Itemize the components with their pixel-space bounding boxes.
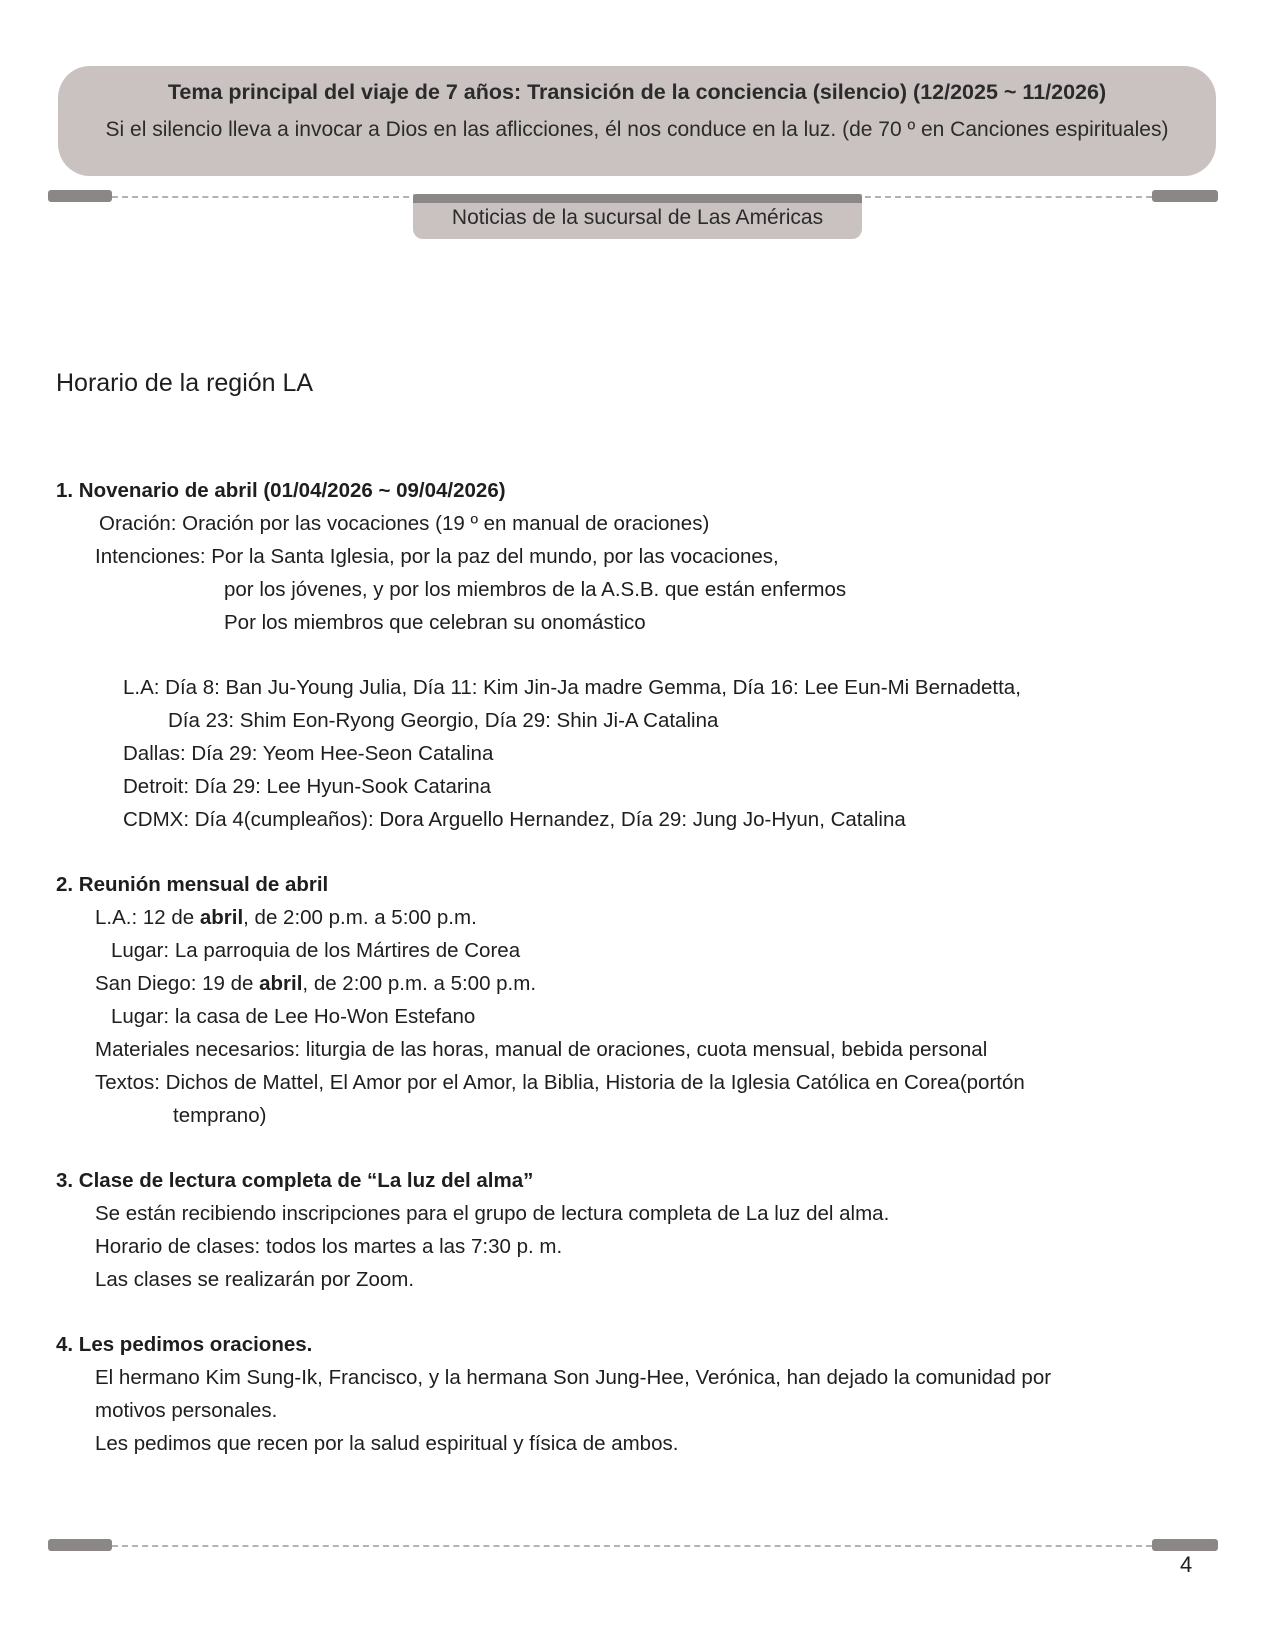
page-title: Horario de la región LA: [56, 369, 314, 397]
section-1-heading: 1. Novenario de abril (01/04/2026 ~ 09/04/2026): [56, 479, 506, 502]
banner-title: Tema principal del viaje de 7 años: Transición de la conciencia (silencio) (12/2025 ~ 11/2026): [167, 80, 1107, 104]
section-1-detroit: Detroit: Día 29: Lee Hyun-Sook Catarina: [123, 775, 492, 798]
section-1-prayer: Oración: Oración por las vocaciones (19 º en manual de oraciones): [99, 512, 710, 535]
sd-meeting-date: San Diego: 19 de: [95, 972, 260, 995]
la-meeting-month: abril: [199, 906, 244, 929]
la-meeting-time: , de 2:00 p.m. a 5:00 p.m.: [243, 906, 477, 929]
section-4-line: El hermano Kim Sung-Ik, Francisco, y la hermana Son Jung-Hee, Verónica, han dejado la comunidad por: [95, 1366, 1052, 1389]
top-left-bar: [48, 190, 112, 202]
section-1-intentions-line: Por los miembros que celebran su onomástico: [224, 611, 646, 634]
section-2-heading: 2. Reunión mensual de abril: [56, 873, 329, 896]
section-4-line: motivos personales.: [95, 1399, 278, 1422]
banner-subtitle: Si el silencio lleva a invocar a Dios en las aflicciones, él nos conduce en la luz. (de 70 º en Canciones espirituales): [105, 118, 1169, 141]
bottom-divider-rule: [112, 1545, 1152, 1547]
section-3-heading: 3. Clase de lectura completa de “La luz del alma”: [56, 1169, 534, 1192]
la-meeting-date: L.A.: 12 de: [95, 906, 200, 929]
section-4-heading: 4. Les pedimos oraciones.: [56, 1333, 313, 1356]
section-tab-cap: [413, 194, 862, 203]
section-1-cdmx: CDMX: Día 4(cumpleaños): Dora Arguello Hernandez, Día 29: Jung Jo-Hyun, Catalina: [123, 808, 906, 831]
section-2-texts: Textos: Dichos de Mattel, El Amor por el Amor, la Biblia, Historia de la Iglesia Católica en Corea(portón: [95, 1071, 1025, 1094]
section-1-la-feasts-cont: Día 23: Shim Eon-Ryong Georgio, Día 29: Shin Ji-A Catalina: [168, 709, 719, 732]
section-2-materials: Materiales necesarios: liturgia de las horas, manual de oraciones, cuota mensual, bebida personal: [95, 1038, 988, 1061]
section-2-la-place: Lugar: La parroquia de los Mártires de Corea: [111, 939, 521, 962]
section-4-line: Les pedimos que recen por la salud espiritual y física de ambos.: [95, 1432, 679, 1455]
sd-meeting-month: abril: [259, 972, 303, 995]
bottom-right-bar: [1152, 1539, 1218, 1551]
section-3-line: Horario de clases: todos los martes a las 7:30 p. m.: [95, 1235, 563, 1258]
section-label: Noticias de la sucursal de Las Américas: [451, 206, 824, 229]
section-2-la-meeting: [95, 904, 477, 932]
section-1-intentions-line: Intenciones: Por la Santa Iglesia, por la paz del mundo, por las vocaciones,: [95, 545, 779, 568]
section-1-la-feasts: L.A: Día 8: Ban Ju-Young Julia, Día 11: Kim Jin-Ja madre Gemma, Día 16: Lee Eun-Mi Bernadetta,: [123, 676, 1021, 699]
section-1-intentions-line: por los jóvenes, y por los miembros de la A.S.B. que están enfermos: [224, 578, 847, 601]
section-2-sd-meeting: [95, 970, 536, 998]
top-right-bar: [1152, 190, 1218, 202]
section-3-line: Se están recibiendo inscripciones para el grupo de lectura completa de La luz del alma.: [95, 1202, 890, 1225]
section-2-sd-place: Lugar: la casa de Lee Ho-Won Estefano: [111, 1005, 476, 1028]
section-tab: [413, 194, 862, 239]
section-1-dallas: Dallas: Día 29: Yeom Hee-Seon Catalina: [123, 742, 494, 765]
section-3-line: Las clases se realizarán por Zoom.: [95, 1268, 415, 1291]
page-number: 4: [1180, 1552, 1193, 1577]
bottom-left-bar: [48, 1539, 112, 1551]
sd-meeting-time: , de 2:00 p.m. a 5:00 p.m.: [302, 972, 537, 995]
section-2-texts-cont: temprano): [173, 1104, 267, 1127]
theme-banner: [58, 66, 1216, 176]
